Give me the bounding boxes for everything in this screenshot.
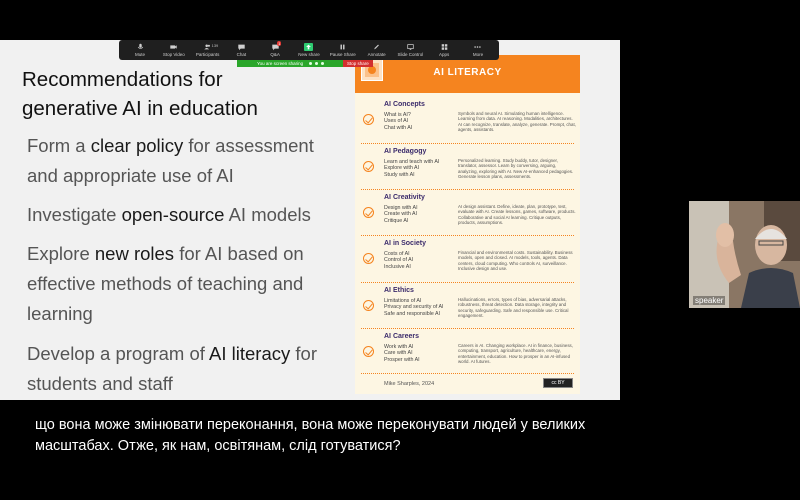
poster-title: AI LITERACY [433,67,502,78]
bullet-text: Investigate [27,204,122,225]
bullet-text: Form a [27,135,91,156]
section-title: AI Pedagogy [384,148,427,155]
qa-button[interactable] [260,43,290,57]
poster-credit: Mike Sharples, 2024 [384,381,435,387]
annotate-pen-icon [372,43,381,51]
section-topics: Limitations of AI Privacy and security of AI Safe and responsible AI [384,298,444,317]
section-topics: Learn and teach with AI Explore with AI Study with AI [384,159,440,178]
meeting-toolbar [119,40,499,60]
bullet-text: AI models [224,204,311,225]
speaker-video-tile[interactable] [689,201,800,308]
speaker-video-image [689,201,800,308]
bullet-emphasis: open-source [121,204,225,225]
apps-button[interactable] [429,43,459,57]
stop-video-label: Stop Video [162,52,185,57]
pause-share-button[interactable] [328,43,358,57]
pause-icon [338,43,347,51]
new-share-button[interactable] [294,43,324,57]
checkmark-icon [363,114,374,125]
bullet-ai-literacy [27,339,347,399]
section-title: AI Ethics [384,287,414,294]
bullet-emphasis: new roles [94,243,175,264]
slide-title [22,65,352,123]
speaker-name-label: speaker [695,296,724,305]
bullet-text: for students and staff [27,343,317,394]
live-subtitles [35,415,595,457]
section-title: AI Careers [384,333,420,340]
apps-label: Apps [439,52,450,57]
subtitle-line-2: масштабах. Отже, як нам, освітянам, слід готуватися? [35,438,401,454]
chat-button[interactable] [226,43,256,57]
more-button[interactable] [463,43,493,57]
chat-label: Chat [236,52,247,57]
checkmark-icon [363,346,374,357]
mute-label: Mute [134,52,145,57]
divider [361,282,574,283]
video-camera-icon [169,43,178,51]
slide-title-line2: generative AI in education [22,97,258,120]
annotate-button[interactable] [362,43,392,57]
poster-header [355,55,580,93]
section-description: Financial and environmental costs. Sustainability. Business models, open and closed. AI models, tools, agents. Data centers, cloud computing. Who controls AI, surveillance. Inclusive design and use. [458,250,573,271]
sharing-status-text: You are screen sharing [257,61,304,66]
apps-icon [440,43,449,51]
more-dots-icon [473,43,482,51]
section-title: AI Concepts [384,101,425,108]
bullet-text: for AI based on effective methods of teaching and learning [27,243,304,324]
qa-label: Q&A [270,52,280,57]
chat-icon [237,43,246,51]
annotate-label: Annotate [367,52,386,57]
divider [361,328,574,329]
bullet-new-roles [27,239,347,329]
slide-control-button[interactable] [395,43,425,57]
divider [361,143,574,144]
checkmark-icon [363,253,374,264]
slide-title-line1: Recommendations for [22,68,223,91]
bullet-text: Develop a program of [27,343,210,364]
more-label: More [472,52,484,57]
new-share-label: New share [298,52,320,57]
section-title: AI Creativity [384,194,425,201]
mute-button[interactable] [125,43,155,57]
bullet-text: Explore [27,243,95,264]
ai-literacy-poster [355,55,580,394]
bullet-text: for assessment and appropriate use of AI [27,135,314,186]
bullet-clear-policy [27,131,347,191]
bullet-open-source [27,200,347,230]
divider [361,235,574,236]
section-topics: Work with AI Care with AI Prosper with AI [384,344,420,363]
bullet-emphasis: AI literacy [209,343,291,364]
section-description: Careers in AI. Changing workplace. AI in finance, business, computing, transport, agriculture, healthcare, energy, entertainment, education. How to prosper in an AI-infused world. AI futures. [458,343,573,364]
share-screen-icon [304,43,313,51]
section-description: Symbols and neural AI. Simulating human intelligence. Learning from data. AI reasoning. Modalities, architectures. AI can recognize, translate, analyze, generate. Prompt, chat, agents, assistants. [458,111,576,132]
slide-control-label: Slide Control [397,52,424,57]
section-description: Personalized learning. Study buddy, tutor, designer, translator, assessor. Learn by conversing, arguing, analyzing, exploring with AI. New AI-enhanced pedagogies. Generate lesson plans, assessments. [458,158,574,179]
screen-sharing-indicator [237,60,359,67]
participants-label: Participants [195,52,220,57]
stop-video-button[interactable] [159,43,189,57]
microphone-icon [136,43,145,51]
section-topics: Costs of AI Control of AI Inclusive AI [384,251,414,270]
sharing-controls-icon[interactable] [309,62,324,65]
divider [361,189,574,190]
section-description: Hallucinations, errors, types of bias, adversarial attacks, robustness, threat detection. Data storage, integrity and security, safeguarding. Safe and responsible use. Critical engagement. [458,297,569,318]
qa-badge: 1 [278,41,281,46]
section-description: AI design assistant. Define, ideate, plan, prototype, test, evaluate with AI. Create lessons, games, software, products. Collaborative and social AI learning. Critique outputs, products, assumptions. [458,204,576,225]
checkmark-icon [363,207,374,218]
cc-license-badge: cc BY [543,378,573,388]
checkmark-icon [363,161,374,172]
participants-count: 139 [211,43,219,48]
pause-share-label: Pause Share [329,52,356,57]
checkmark-icon [363,300,374,311]
slide-control-icon [406,43,415,51]
bullet-emphasis: clear policy [90,135,184,156]
subtitle-line-1: що вона може змінювати переконання, вона може переконувати людей у великих [35,417,586,433]
divider [361,373,574,374]
section-title: AI in Society [384,240,427,247]
section-topics: What is AI? Uses of AI Chat with AI [384,112,413,131]
section-topics: Design with AI Create with AI Critique AI [384,205,418,224]
participants-button[interactable] [193,43,223,57]
stop-share-button[interactable]: Stop share [343,60,373,67]
